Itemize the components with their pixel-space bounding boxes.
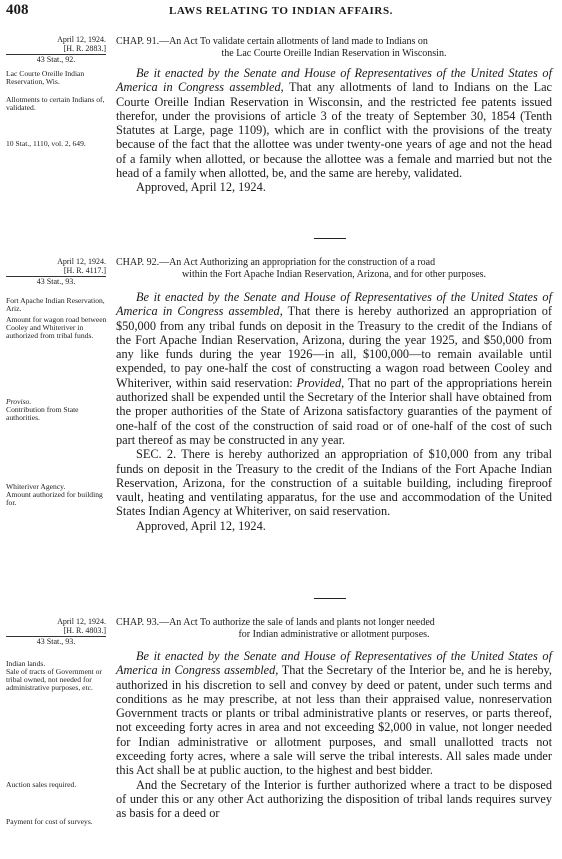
sidenote: 10 Stat., 1110, vol. 2, 649. xyxy=(6,139,86,148)
sidenote: Sale of tracts of Government or tribal owned, not needed for administrative purposes, etc. xyxy=(6,667,102,693)
act-date-text: April 12, 1924. xyxy=(57,35,106,44)
chapter-title xyxy=(116,257,552,280)
enacting-clause: Be it enacted by the Senate and House of Representatives of the United States of America in Congress assembled, xyxy=(116,649,552,678)
sidenote: Lac Courte Oreille Indian Reservation, Wis. xyxy=(6,69,85,87)
sidenote: Indian lands. xyxy=(6,659,46,668)
stat-citation: 43 Stat., 92. xyxy=(36,55,76,64)
act-paragraph xyxy=(116,66,552,180)
act-text: That any allotments of land to Indians on the Lac Courte Oreille Indian Reservation in Wisconsin, and the restricted fee patents issued therefor, under the provisions of article 3 of the treaty of September 30, 1854 (Tenth Statutes at Large, page 1109), which are in conflict with the provisions of the treaty because of the fact that the allottee was under twenty-one years of age and not the head of a family when allotted, or because the allottee was a female and married but not the head of a family when allotted, be, and the same are hereby, validated. xyxy=(116,80,552,181)
act-date xyxy=(6,617,106,637)
stat-citation: 43 Stat., 93. xyxy=(36,637,76,646)
sidenote: Fort Apache Indian Reservation, Ariz. xyxy=(6,296,105,314)
bill-number: [H. R. 4117.] xyxy=(6,266,106,277)
act-text: All sales made under this Act shall be at public auction, to the highest and best bidder. xyxy=(116,749,552,778)
act-body xyxy=(116,290,552,533)
proviso-word: Provided, xyxy=(296,375,345,390)
sidenote: Amount authorized for building for. xyxy=(6,490,103,508)
act-date xyxy=(6,35,106,55)
chapter-title xyxy=(116,36,552,59)
stat-citation: 43 Stat., 93. xyxy=(36,277,76,286)
bill-number: [H. R. 4803.] xyxy=(6,626,106,637)
approved-line: Approved, April 12, 1924. xyxy=(136,180,266,195)
chapter-title-line: the Lac Courte Oreille Indian Reservation in Wisconsin. xyxy=(221,47,447,59)
chapter-title-line: for Indian administrative or allotment purposes. xyxy=(238,628,430,640)
page-number: 408 xyxy=(6,2,29,18)
chapter-title xyxy=(116,617,552,640)
sidenote: Whiteriver Agency. xyxy=(6,482,66,491)
enacting-clause: Be it enacted by the Senate and House of Representatives of the United States of America in Congress assembled, xyxy=(116,290,552,319)
sidenote: Payment for cost of surveys. xyxy=(6,817,93,826)
enacting-clause: Be it enacted by the Senate and House of Representatives of the United States of America in Congress assembled, xyxy=(116,66,552,95)
chapter-title-line: CHAP. 93.—An Act To authorize the sale of lands and plants not longer needed xyxy=(116,617,435,628)
act-body xyxy=(116,66,552,195)
sidenote: Amount for wagon road between Cooley and Whiteriver in authorized from tribal funds. xyxy=(6,315,107,341)
act-paragraph xyxy=(116,290,552,447)
act-date xyxy=(6,257,106,277)
act-text: That no part of the appropriations herein authorized shall be expended until the Secretary of the Interior shall have obtained from the proper authorities of the State of Arizona satisfactory guaranties of the payment of one-half of the cost of the construction of said road or of one-half of the cost of such part thereof as may be constructed in any year. xyxy=(116,375,552,447)
chapter-title-line: CHAP. 91.—An Act To validate certain allotments of land made to Indians on xyxy=(116,36,428,47)
act-paragraph: And the Secretary of the Interior is further authorized where a tract to be disposed of under this or any other Act authorizing the disposition of tribal lands requires survey as basis for a deed or xyxy=(116,777,552,821)
act-paragraph xyxy=(116,649,552,778)
section-divider xyxy=(314,238,346,239)
sidenote-proviso: Proviso. xyxy=(6,397,32,406)
running-head: LAWS RELATING TO INDIAN AFFAIRS. xyxy=(168,5,394,17)
approved-line: Approved, April 12, 1924. xyxy=(136,518,266,533)
act-date-text: April 12, 1924. xyxy=(57,257,106,266)
chapter-title-line: within the Fort Apache Indian Reservation, Arizona, and for other purposes. xyxy=(181,268,487,280)
sidenote: Allotments to certain Indians of, validated. xyxy=(6,95,105,113)
act-body xyxy=(116,649,552,821)
chapter-title-line: CHAP. 92.—An Act Authorizing an appropriation for the construction of a road xyxy=(116,257,436,268)
sidenote: Contribution from State authorities. xyxy=(6,405,79,423)
section-paragraph: SEC. 2. There is hereby authorized an appropriation of $10,000 from any tribal funds on deposit in the Treasury to the credit of the Indians of the Fort Apache Indian Reservation, Arizona, for the construction of a suitable building, including fireproof vault, heating and ventilating apparatus, for the use and accommodation of the United States Indian Agency at Whiteriver, on said reservation. xyxy=(116,447,552,519)
act-date-text: April 12, 1924. xyxy=(57,617,106,626)
sidenote: Auction sales required. xyxy=(6,780,77,789)
act-text: That there is hereby authorized an appropriation of $50,000 from any tribal funds on deposit in the Treasury to the credit of the Indians of the Fort Apache Indian Reservation, Arizona, during the year 1925, and $50,000 from any like funds during the year 1926—in all, $100,000—to remain available until expended, to pay one-half the cost of constructing a wagon road between Cooley and Whiteriver, within said reservation: xyxy=(116,304,552,390)
section-divider xyxy=(314,598,346,599)
act-text: That the Secretary of the Interior be, and he is hereby, authorized in his discretion to sell and convey by deed or patent, under such terms and conditions as he may prescribe, at not less than their appraised value, nonreservation Government tracts or plants or tribal administrative plants or reserves, or parts thereof, not exceeding forty acres in area and not exceeding $2,000 in value, not longer needed for Indian administrative or allotment purposes, and small unallotted tracts not exceeding forty acres, where a sale will serve the tribal interests. xyxy=(116,663,552,764)
bill-number: [H. R. 2883.] xyxy=(6,44,106,55)
